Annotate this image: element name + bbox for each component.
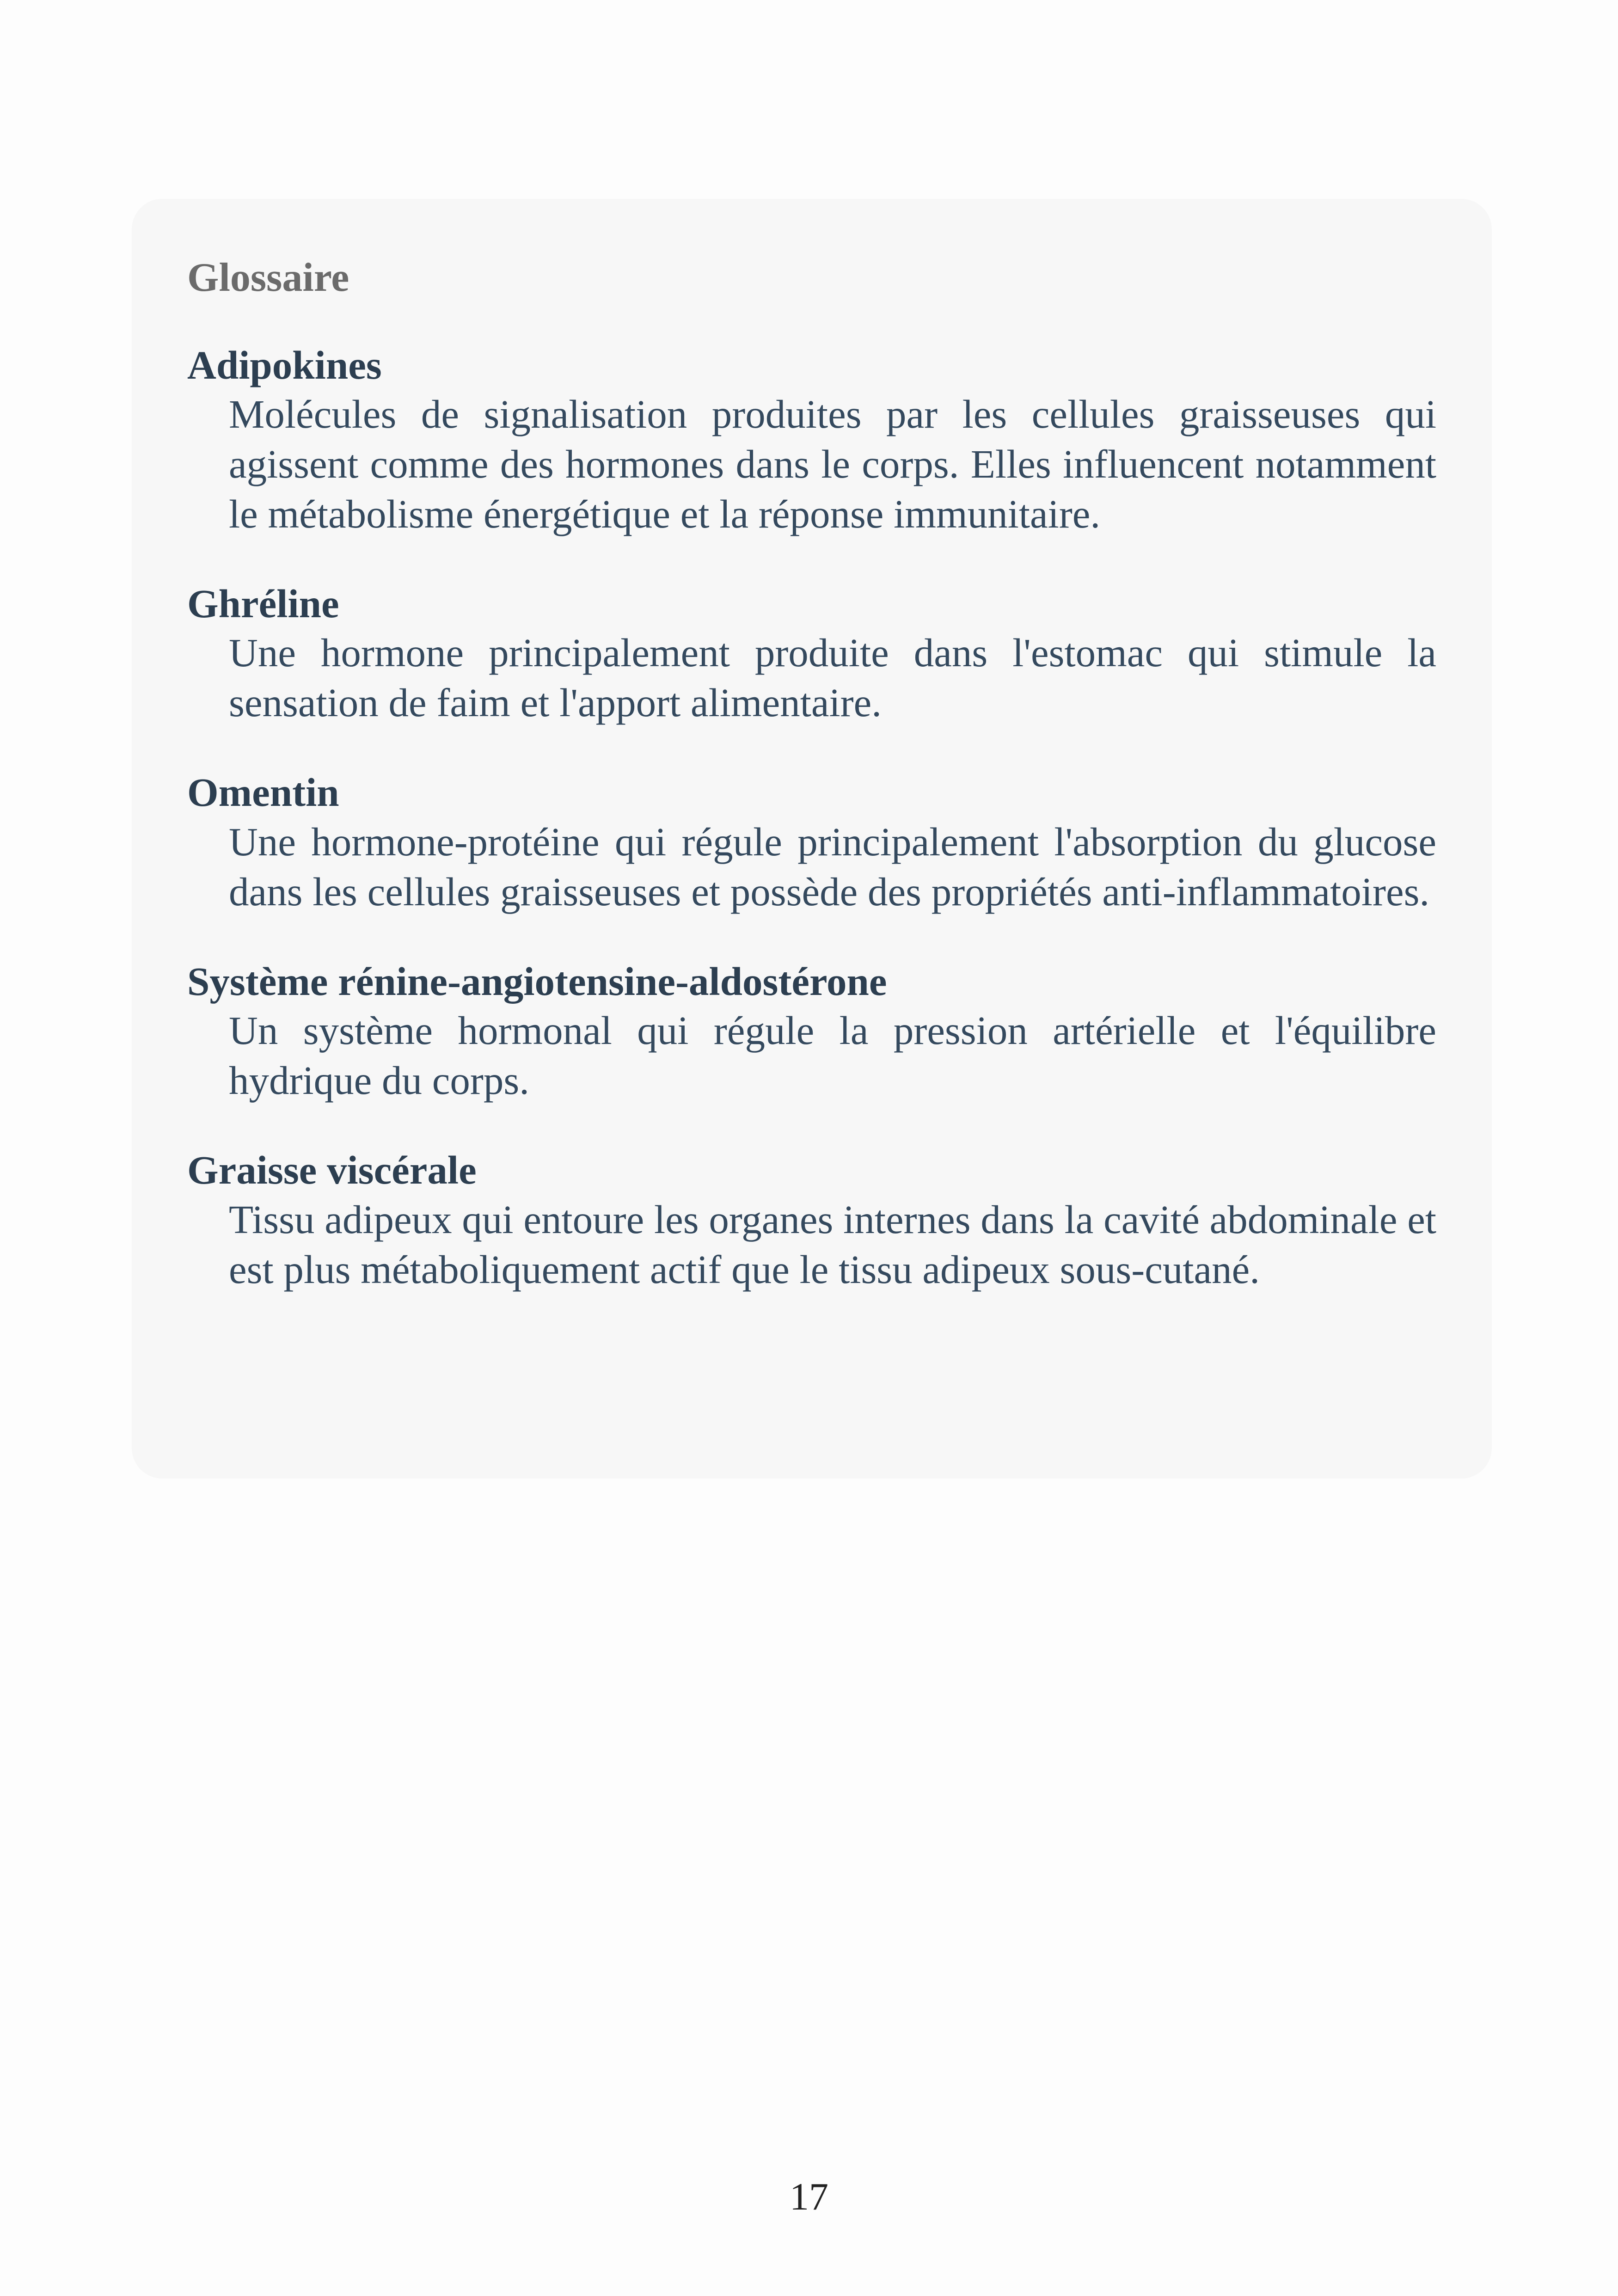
glossary-box: [132, 199, 1492, 1479]
glossary-definition: Une hormone-protéine qui régule principalement l'absorption du glucose dans les cellules graisseuses et possède des propriétés anti-inflammatoires.: [229, 819, 1436, 914]
glossary-definition: Un système hormonal qui régule la pression artérielle et l'équilibre hydrique du corps.: [229, 1008, 1436, 1103]
glossary-term: Ghréline: [187, 581, 339, 626]
glossary-entry-ghreline: [187, 580, 1436, 728]
glossary-term: Omentin: [187, 770, 339, 815]
page-number: 17: [790, 2175, 828, 2218]
glossary-term: Système rénine-angiotensine-aldostérone: [187, 958, 887, 1004]
glossary-definition: Tissu adipeux qui entoure les organes internes dans la cavité abdominale et est plus métaboliquement actif que le tissu adipeux sous-cutané.: [229, 1197, 1436, 1292]
glossary-entry-raas: [187, 958, 1436, 1105]
glossary-term: Adipokines: [187, 342, 382, 387]
glossary-definition: Molécules de signalisation produites par les cellules graisseuses qui agissent comme des hormones dans le corps. Elles influencent notamment le métabolisme énergétique et la réponse immunitaire.: [229, 391, 1436, 536]
glossary-definition: Une hormone principalement produite dans l'estomac qui stimule la sensation de faim et l'apport alimentaire.: [229, 630, 1436, 725]
glossary-entry-omentin: [187, 768, 1436, 916]
glossary-term: Graisse viscérale: [187, 1148, 477, 1193]
glossary-title: Glossaire: [187, 255, 349, 300]
glossary-entry-graisse-viscerale: [187, 1146, 1436, 1294]
glossary-entry-adipokines: [187, 341, 1436, 539]
